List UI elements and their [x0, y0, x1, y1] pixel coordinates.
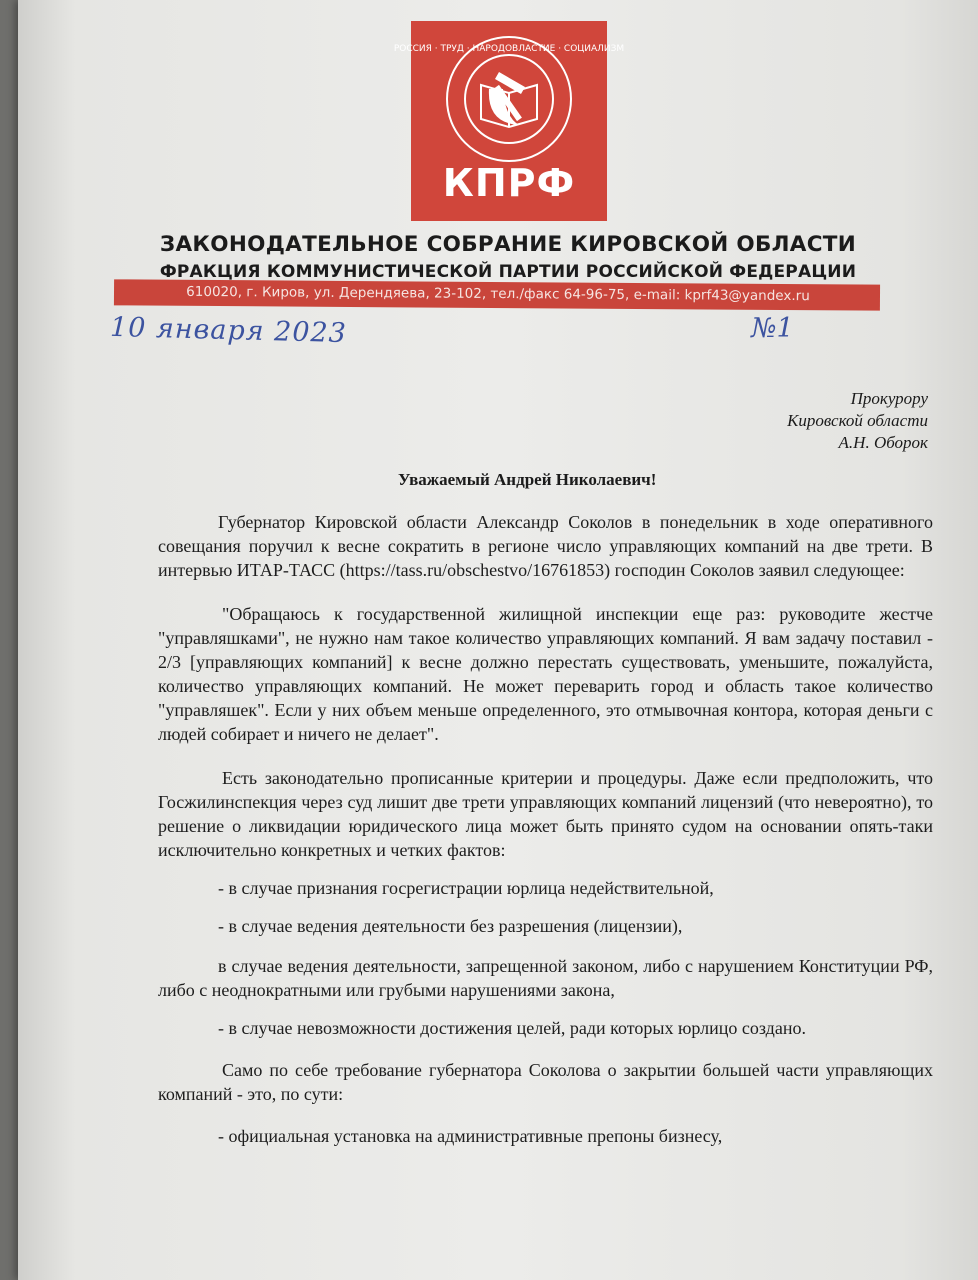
- kprf-logo: [393, 21, 625, 221]
- paragraph-final: Само по себе требование губернатора Соколова о закрытии большей части управляющих компаний - это, по сути:: [158, 1060, 933, 1104]
- address-line: 610020, г. Киров, ул. Дерендяева, 23-102, тел./факс 64-96-75, e-mail: kprf43@yandex.ru: [186, 283, 810, 305]
- addressee-block: [787, 388, 928, 454]
- org-title-line1: ЗАКОНОДАТЕЛЬНОЕ СОБРАНИЕ КИРОВСКОЙ ОБЛАСТИ: [159, 232, 857, 257]
- letter-body: [158, 510, 933, 1148]
- list-item: - официальная установка на административные препоны бизнесу,: [218, 1126, 723, 1146]
- emblem-ring-text: РОССИЯ · ТРУД · НАРОДОВЛАСТИЕ · СОЦИАЛИЗМ: [393, 44, 625, 54]
- letter-page: [18, 0, 978, 1280]
- addressee-name: А.Н. Оборок: [838, 433, 928, 452]
- addressee-title: Прокурору: [850, 389, 928, 408]
- paragraph-intro: Губернатор Кировской области Александр Соколов в понедельник в ходе оперативного совещания поручил к весне сократить в регионе число управляющих компаний на две трети. В интервью ИТАР-ТАСС (https://tass.ru/obschestvo/16761853) господин Соколов заявил следующее:: [158, 512, 933, 580]
- list-item: - в случае невозможности достижения целей, ради которых юрлицо создано.: [218, 1018, 806, 1038]
- addressee-region: Кировской области: [787, 411, 928, 430]
- paragraph-quote: "Обращаюсь к государственной жилищной инспекции еще раз: руководите жестче "управляшками", не нужно нам такое количество управляющих компаний. Я вам задачу поставил - 2/3 [управляющих компаний] к весне должно перестать существовать, уменьшите, пожалуйста, количество управляющих компаний. Не может переварить город и область такое количество "управляшек". Если у них объем меньше определенного, это отмывочная контора, которая деньги с людей собирает и ничего не делает".: [158, 604, 933, 744]
- list-item: - в случае признания госрегистрации юрлица недействительной,: [218, 878, 714, 898]
- list-item: - в случае ведения деятельности без разрешения (лицензии),: [218, 916, 683, 936]
- handwritten-date: 10 января 2023: [109, 311, 348, 350]
- handwritten-number: №1: [751, 313, 794, 344]
- list-item: в случае ведения деятельности, запрещенной законом, либо с нарушением Конституции РФ, либо с неоднократными или грубыми нарушениями закона,: [158, 956, 933, 1000]
- org-title-line2: ФРАКЦИЯ КОММУНИСТИЧЕСКОЙ ПАРТИИ РОССИЙСКОЙ ФЕДЕРАЦИИ: [159, 262, 857, 282]
- salutation: Уважаемый Андрей Николаевич!: [398, 470, 657, 489]
- kprf-wordmark: КПРФ: [442, 161, 576, 205]
- paragraph-norms: Есть законодательно прописанные критерии и процедуры. Даже если предположить, что Госжилинспекция через суд лишит две трети управляющих компаний лицензий (что невероятно), то решение о ликвидации юридического лица может быть принято судом на основании опять-таки исключительно конкретных и четких фактов:: [158, 768, 933, 860]
